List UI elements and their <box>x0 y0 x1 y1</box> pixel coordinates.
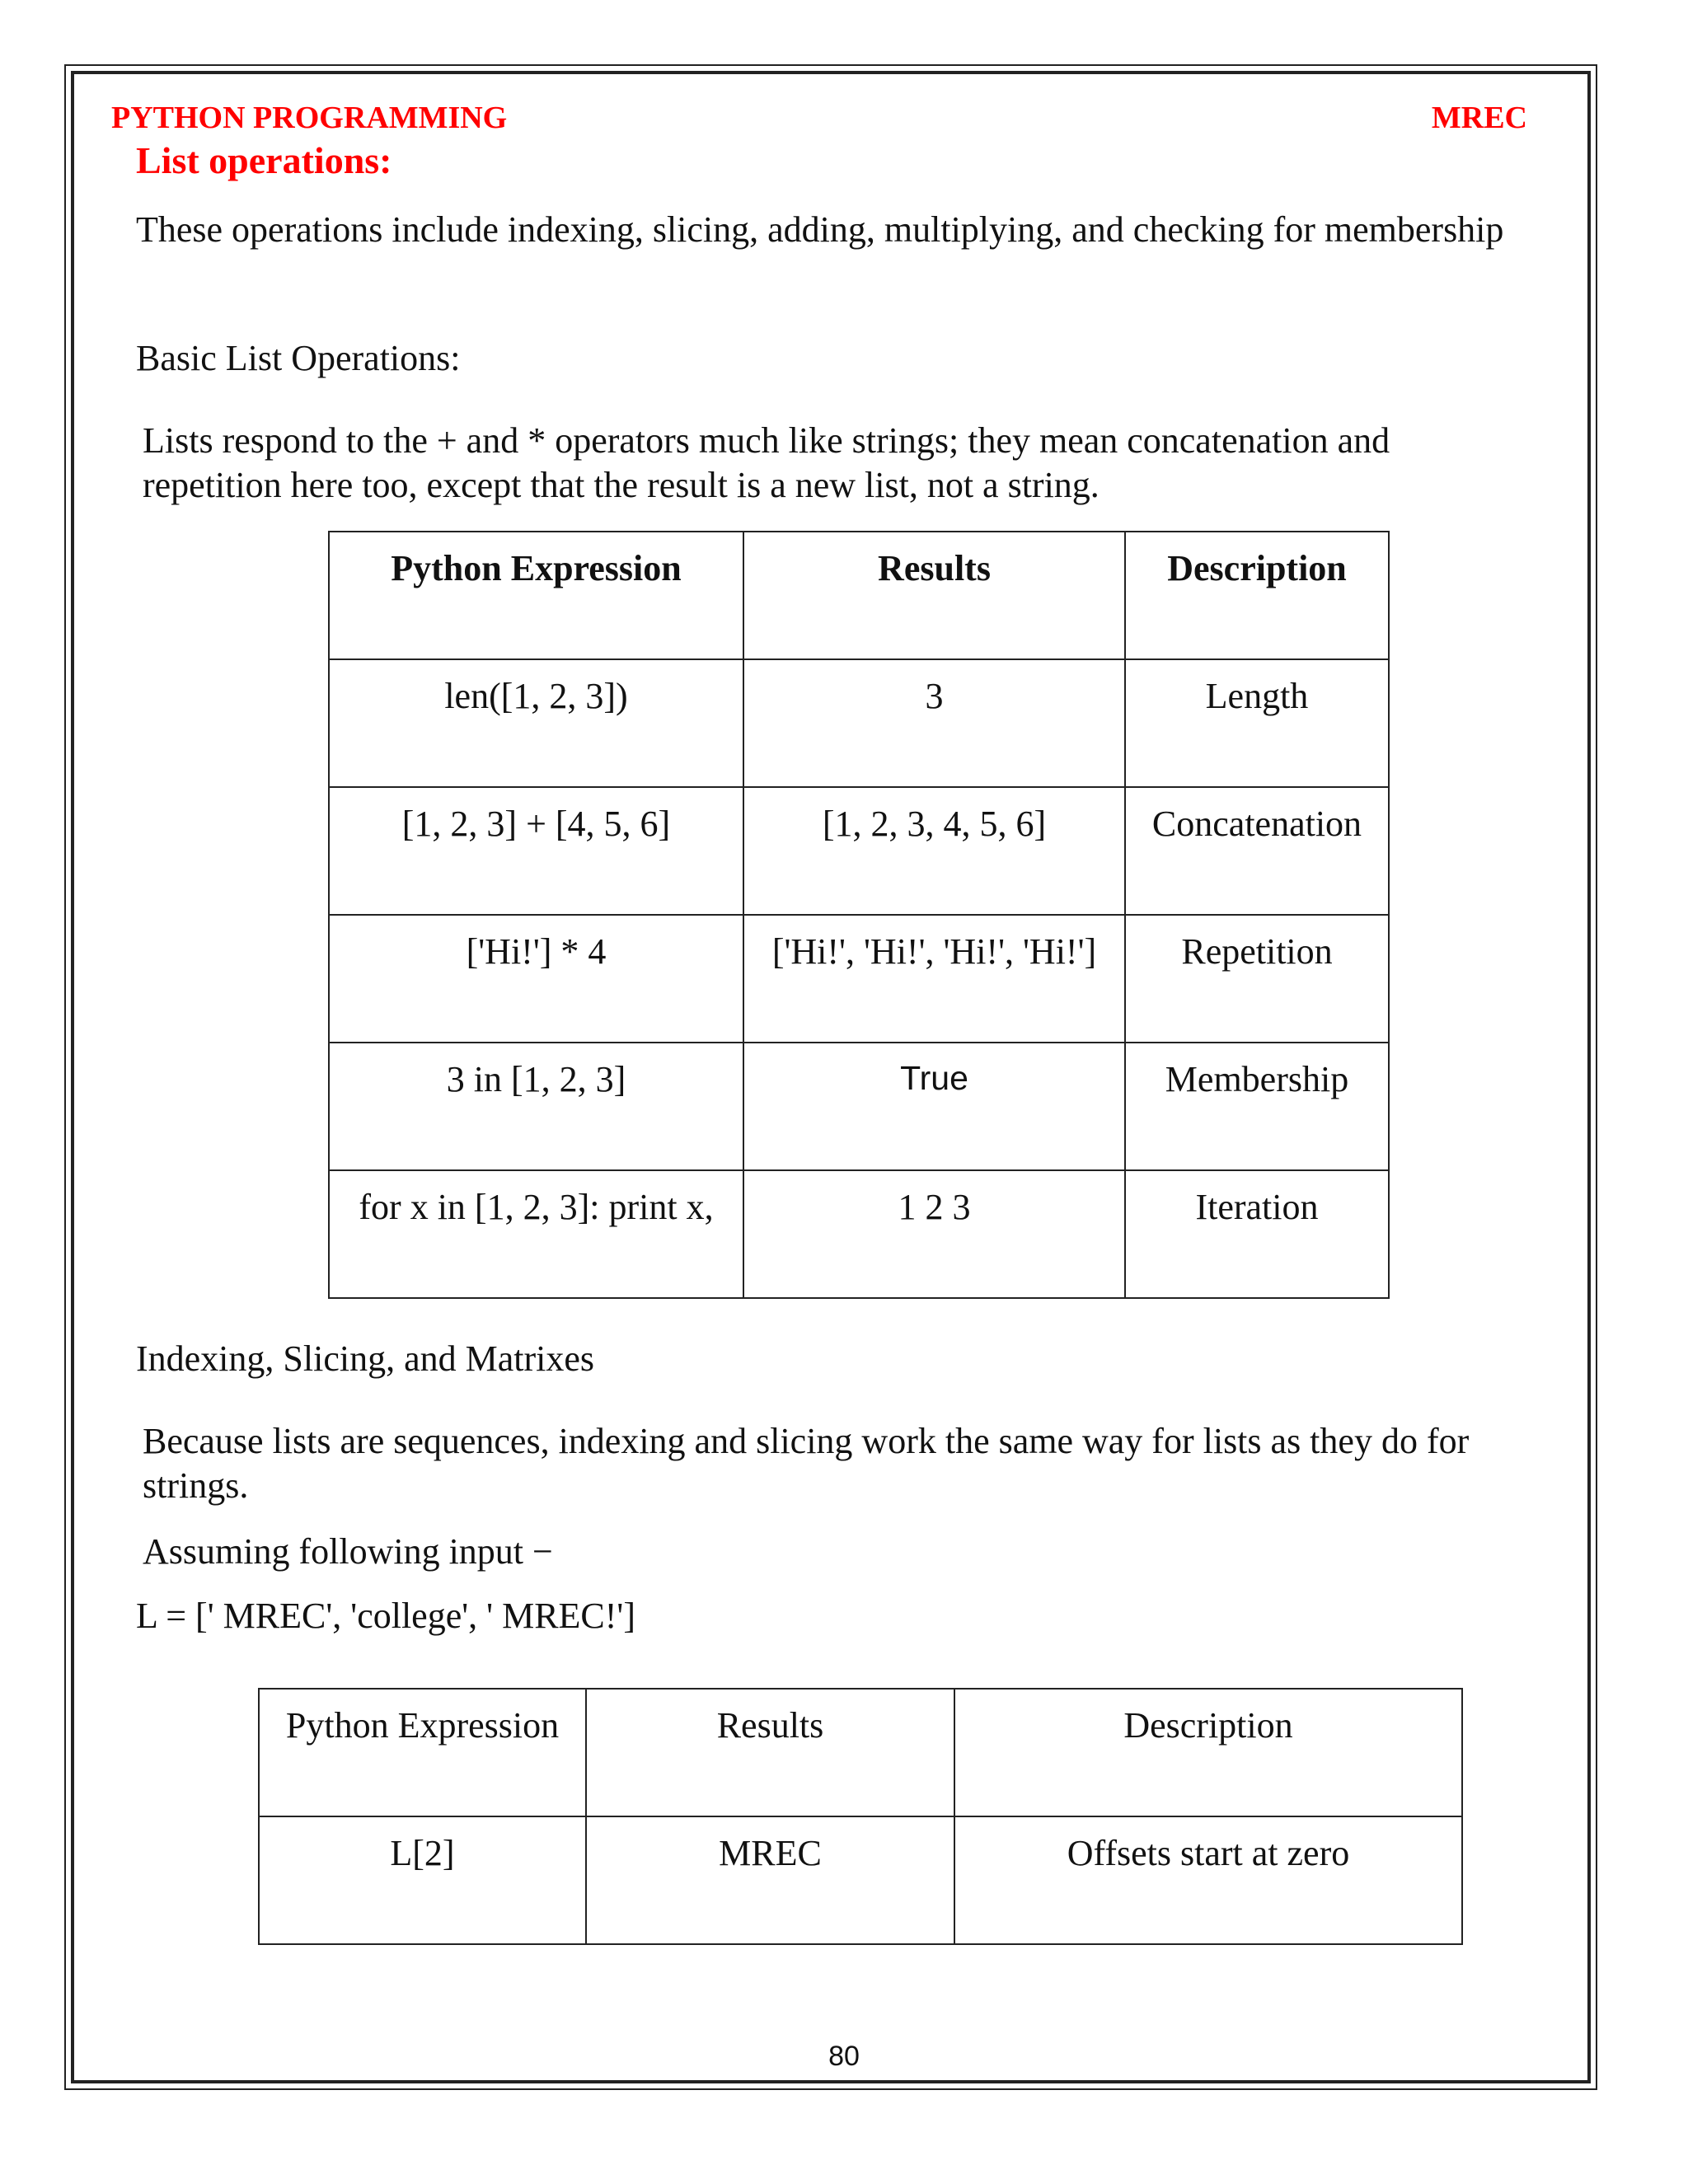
table-cell-description: Iteration <box>1125 1170 1389 1298</box>
table-cell-result: 3 <box>743 659 1125 787</box>
assuming-input-text: Assuming following input − <box>143 1531 553 1572</box>
table-cell-expression: L[2] <box>259 1816 586 1944</box>
indexing-heading: Indexing, Slicing, and Matrixes <box>136 1338 595 1379</box>
table-cell-expression: ['Hi!'] * 4 <box>329 915 743 1043</box>
table-header-row <box>329 532 1389 659</box>
section-title: List operations: <box>136 139 392 181</box>
indexing-description: Because lists are sequences, indexing and slicing work the same way for lists as they do for strings. <box>143 1421 1470 1506</box>
table-cell-description: Length <box>1125 659 1389 787</box>
table-row <box>329 787 1389 915</box>
table-cell-expression: [1, 2, 3] + [4, 5, 6] <box>329 787 743 915</box>
table-cell-result: [1, 2, 3, 4, 5, 6] <box>743 787 1125 915</box>
table-row <box>329 1170 1389 1298</box>
page-number: 80 <box>828 2041 860 2072</box>
basic-operations-description: Lists respond to the + and * operators much like strings; they mean concatenation and repetition here too, except that the result is a new list, not a string. <box>143 420 1390 505</box>
table-cell-expression: for x in [1, 2, 3]: print x, <box>329 1170 743 1298</box>
table-row <box>329 1043 1389 1170</box>
table-cell-expression: len([1, 2, 3]) <box>329 659 743 787</box>
table-header-row <box>259 1689 1462 1816</box>
header-right-title: MREC <box>1431 101 1527 135</box>
table-header-cell: Results <box>743 532 1125 659</box>
table-cell-expression: 3 in [1, 2, 3] <box>329 1043 743 1170</box>
basic-operations-heading: Basic List Operations: <box>136 338 461 378</box>
indexing-table <box>258 1688 1463 1945</box>
table-header-cell: Description <box>1125 532 1389 659</box>
basic-operations-table <box>328 531 1390 1299</box>
table-row <box>329 659 1389 787</box>
table-cell-description: Offsets start at zero <box>954 1816 1462 1944</box>
table-cell-result: ['Hi!', 'Hi!', 'Hi!', 'Hi!'] <box>743 915 1125 1043</box>
table-cell-result: 1 2 3 <box>743 1170 1125 1298</box>
table-cell-result: True <box>743 1043 1125 1170</box>
table-row <box>259 1816 1462 1944</box>
table-header-cell: Results <box>586 1689 954 1816</box>
table-cell-description: Concatenation <box>1125 787 1389 915</box>
table-header-cell: Python Expression <box>329 532 743 659</box>
list-definition: L = [' MREC', 'college', ' MREC!'] <box>136 1596 636 1636</box>
table-header-cell: Python Expression <box>259 1689 586 1816</box>
header-left-title: PYTHON PROGRAMMING <box>111 101 508 135</box>
table-cell-description: Repetition <box>1125 915 1389 1043</box>
table-cell-result: MREC <box>586 1816 954 1944</box>
table-row <box>329 915 1389 1043</box>
table-header-cell: Description <box>954 1689 1462 1816</box>
intro-paragraph: These operations include indexing, slicing, adding, multiplying, and checking for membership <box>136 209 1504 250</box>
table-cell-description: Membership <box>1125 1043 1389 1170</box>
